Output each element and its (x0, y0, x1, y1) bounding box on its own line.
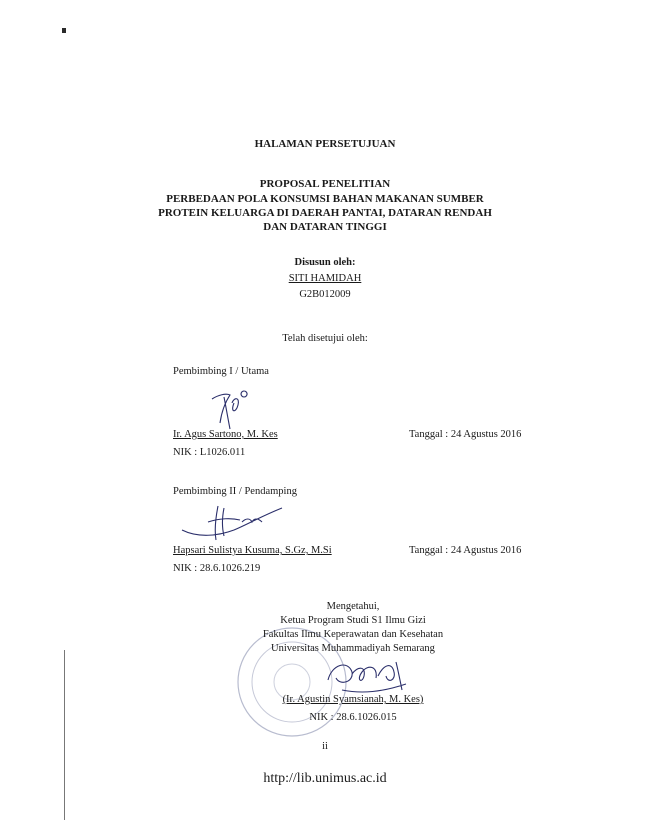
head-name: (Ir. Agustin Syamsianah, M. Kes) (282, 694, 424, 705)
advisor1-role: Pembimbing I / Utama (173, 366, 269, 377)
author-label: Disusun oleh: (294, 257, 356, 268)
advisor2-name: Hapsari Sulistya Kusuma, S.Gz, M.Si (173, 545, 332, 556)
doc-type: PROPOSAL PENELITIAN (259, 178, 391, 190)
advisor2-role: Pembimbing II / Pendamping (173, 486, 297, 497)
advisor2-date: Tanggal : 24 Agustus 2016 (409, 545, 522, 556)
advisor1-signature (200, 383, 260, 435)
acknowledge-line-3: Universitas Muhammadiyah Semarang (271, 643, 435, 654)
advisor1-nik: NIK : L1026.011 (173, 447, 246, 458)
author-nim: G2B012009 (299, 289, 351, 300)
research-title-line-3: DAN DATARAN TINGGI (263, 221, 387, 233)
scan-edge-mark (62, 28, 66, 33)
research-title-line-2: PROTEIN KELUARGA DI DAERAH PANTAI, DATARAN RENDAH (158, 207, 492, 219)
advisor1-date: Tanggal : 24 Agustus 2016 (409, 429, 522, 440)
research-title-line-1: PERBEDAAN POLA KONSUMSI BAHAN MAKANAN SUMBER (166, 193, 484, 205)
head-name-wrap (28, 694, 650, 705)
approval-label: Telah disetujui oleh: (282, 333, 368, 344)
author-name: SITI HAMIDAH (288, 273, 362, 284)
author-name-wrap (0, 273, 650, 284)
acknowledge-label: Mengetahui, (326, 601, 380, 612)
page-title: HALAMAN PERSETUJUAN (254, 138, 396, 150)
advisor2-nik: NIK : 28.6.1026.219 (173, 563, 261, 574)
source-url: http://lib.unimus.ac.id (263, 771, 387, 786)
scan-left-border (64, 650, 65, 820)
acknowledge-line-1: Ketua Program Studi S1 Ilmu Gizi (280, 615, 426, 626)
acknowledge-line-2: Fakultas Ilmu Keperawatan dan Kesehatan (262, 629, 444, 640)
advisor2-signature (178, 500, 288, 544)
head-signature (322, 650, 412, 700)
head-nik: NIK : 28.6.1026.015 (309, 712, 397, 723)
page-number: ii (322, 741, 328, 752)
advisor1-name: Ir. Agus Sartono, M. Kes (173, 429, 278, 440)
